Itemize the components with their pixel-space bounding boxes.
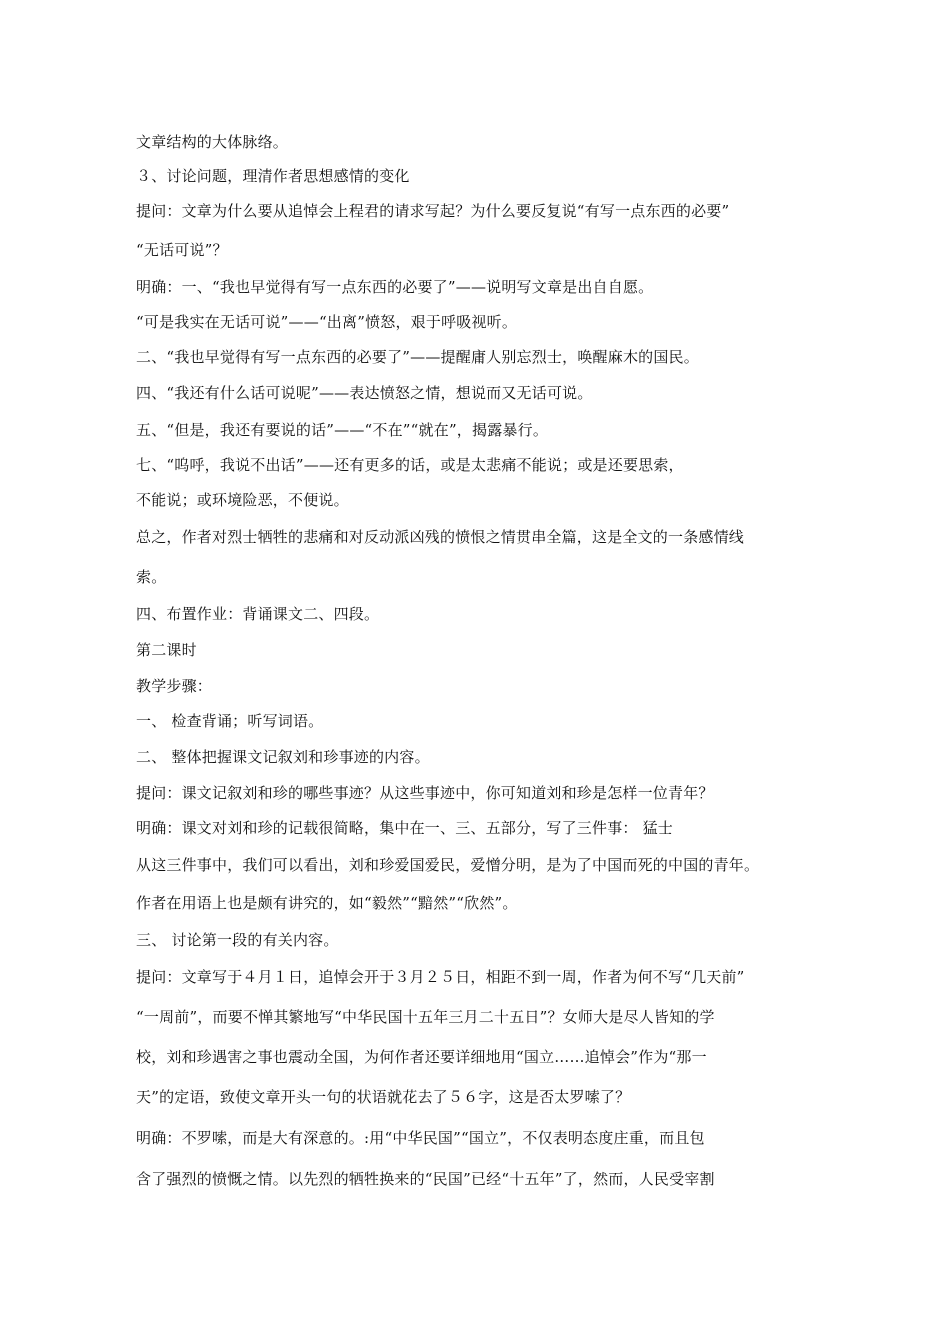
text-line: 教学步骤： bbox=[136, 677, 213, 695]
text-line: 第二课时 bbox=[136, 641, 197, 659]
text-line: 明确：课文对刘和珍的记载很简略，集中在一、三、五部分，写了三件事： 猛士 bbox=[136, 819, 673, 837]
text-line: “无话可说”？ bbox=[136, 241, 228, 259]
text-line: 索。 bbox=[136, 568, 167, 586]
text-line: 二、“我也早觉得有写一点东西的必要了”——提醒庸人别忘烈士，唤醒麻木的国民。 bbox=[136, 348, 699, 366]
text-line: “一周前”，而要不惮其繁地写“中华民国十五年三月二十五日”？女师大是尽人皆知的学 bbox=[136, 1008, 715, 1026]
text-line: 明确：一、“我也早觉得有写一点东西的必要了”——说明写文章是出自自愿。 bbox=[136, 278, 654, 296]
text-line: 三、 讨论第一段的有关内容。 bbox=[136, 931, 339, 949]
text-line: 二、 整体把握课文记叙刘和珍事迹的内容。 bbox=[136, 748, 430, 766]
text-line: 提问：文章写于４月１日，追悼会开于３月２５日，相距不到一周，作者为何不写“几天前” bbox=[136, 968, 745, 986]
text-line: 文章结构的大体脉络。 bbox=[136, 133, 289, 151]
text-line: 校，刘和珍遇害之事也震动全国，为何作者还要详细地用“国立……追悼会”作为“那一 bbox=[136, 1048, 707, 1066]
text-line: 天”的定语，致使文章开头一句的状语就花去了５６字，这是否太罗嗦了？ bbox=[136, 1088, 631, 1106]
text-line: 一、 检查背诵；听写词语。 bbox=[136, 712, 324, 730]
text-line: 五、“但是，我还有要说的话”——“不在”“就在”，揭露暴行。 bbox=[136, 421, 549, 439]
text-line: 七、“呜呼，我说不出话”——还有更多的话，或是太悲痛不能说；或是还要思索， bbox=[136, 456, 684, 474]
text-line: 含了强烈的愤慨之情。以先烈的牺牲换来的“民国”已经“十五年”了，然而，人民受宰割 bbox=[136, 1170, 715, 1188]
text-line: 四、布置作业：背诵课文二、四段。 bbox=[136, 605, 380, 623]
text-line: 明确：不罗嗦，而是大有深意的。:用“中华民国”“国立”，不仅表明态度庄重，而且包 bbox=[136, 1129, 705, 1147]
text-line: “可是我实在无话可说”——“出离”愤怒，艰于呼吸视听。 bbox=[136, 313, 518, 331]
text-line: 提问：课文记叙刘和珍的哪些事迹？从这些事迹中，你可知道刘和珍是怎样一位青年？ bbox=[136, 784, 714, 802]
text-line: 作者在用语上也是颇有讲究的，如“毅然”“黯然”“欣然”。 bbox=[136, 894, 518, 912]
text-line: 不能说；或环境险恶，不便说。 bbox=[136, 491, 349, 509]
text-line: 总之，作者对烈士牺牲的悲痛和对反动派凶残的愤恨之情贯串全篇，这是全文的一条感情线 bbox=[136, 528, 745, 546]
text-line: 四、“我还有什么话可说呢”——表达愤怒之情，想说而又无话可说。 bbox=[136, 384, 593, 402]
text-line: 提问：文章为什么要从追悼会上程君的请求写起？为什么要反复说“有写一点东西的必要” bbox=[136, 202, 730, 220]
text-line: ３、讨论问题，理清作者思想感情的变化 bbox=[136, 167, 410, 185]
text-line: 从这三件事中，我们可以看出，刘和珍爱国爱民，爱憎分明，是为了中国而死的中国的青年。 bbox=[136, 856, 760, 874]
